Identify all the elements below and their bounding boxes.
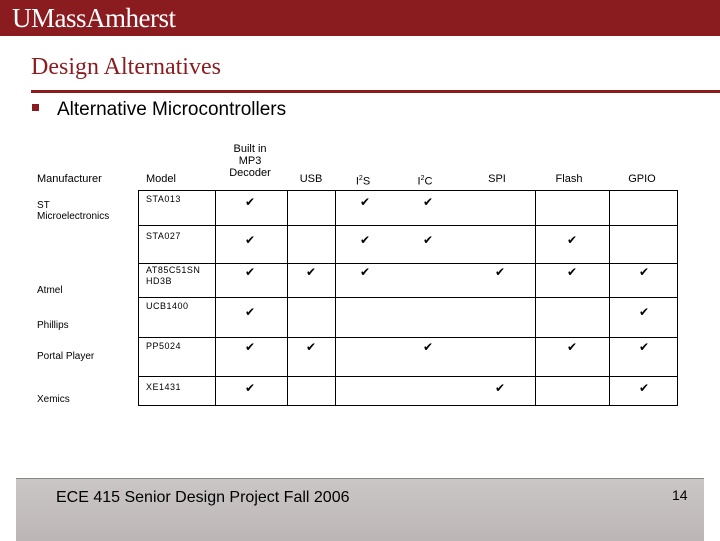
check-icon: ✔ <box>306 340 317 354</box>
header-i2c-sup: 2 <box>420 175 425 182</box>
bullet-text: Alternative Microcontrollers <box>57 99 287 120</box>
header-model: Model <box>146 173 176 185</box>
header-i2s-tail: S <box>362 175 371 188</box>
check-icon: ✔ <box>360 265 371 279</box>
header-i2c-base: I <box>417 175 421 188</box>
header-i2c <box>402 173 448 188</box>
grid-line <box>215 191 216 405</box>
check-icon: ✔ <box>306 265 317 279</box>
header-usb: USB <box>299 173 323 185</box>
manufacturer-st-line1: ST <box>37 200 50 211</box>
model-ucb1400: UCB1400 <box>146 301 189 311</box>
model-at85c51sn-line1: AT85C51SN <box>146 265 201 275</box>
header-gpio: GPIO <box>628 173 656 185</box>
check-icon: ✔ <box>423 195 434 209</box>
check-icon: ✔ <box>245 381 256 395</box>
header-mp3-decoder <box>214 143 286 179</box>
manufacturer-atmel: Atmel <box>37 285 63 296</box>
check-icon: ✔ <box>639 265 650 279</box>
title-divider <box>31 90 720 93</box>
grid-line <box>139 263 677 264</box>
check-icon: ✔ <box>423 340 434 354</box>
footer-course-text: ECE 415 Senior Design Project Fall 2006 <box>56 489 350 506</box>
model-at85c51sn <box>146 265 200 287</box>
header-mp3-line2: MP3 <box>238 155 262 167</box>
check-icon: ✔ <box>639 381 650 395</box>
check-icon: ✔ <box>567 265 578 279</box>
grid-line <box>139 225 677 226</box>
grid-line <box>287 191 288 405</box>
model-at85c51sn-line2: HD3B <box>146 276 173 286</box>
grid-line <box>535 191 536 405</box>
header-manufacturer: Manufacturer <box>37 173 102 185</box>
check-icon: ✔ <box>245 305 256 319</box>
grid-line <box>139 376 677 377</box>
check-icon: ✔ <box>360 195 371 209</box>
model-xe1431: XE1431 <box>146 382 182 392</box>
grid-line <box>609 191 610 405</box>
header-i2s <box>340 173 386 188</box>
check-icon: ✔ <box>567 340 578 354</box>
grid-line <box>139 337 677 338</box>
model-sta013: STA013 <box>146 194 181 204</box>
header-i2s-sup: 2 <box>358 175 363 182</box>
header-mp3-line1: Built in <box>233 143 267 155</box>
feature-table <box>138 190 678 406</box>
header-flash: Flash <box>555 173 583 185</box>
header-i2c-tail: C <box>424 175 433 188</box>
check-icon: ✔ <box>639 340 650 354</box>
check-icon: ✔ <box>567 233 578 247</box>
header-mp3-line3: Decoder <box>229 167 271 179</box>
manufacturer-st-line2: Microelectronics <box>37 211 110 222</box>
header-bar <box>0 0 720 36</box>
header-spi: SPI <box>488 173 506 185</box>
slide-title: Design Alternatives <box>31 54 221 80</box>
manufacturer-st <box>37 200 109 222</box>
check-icon: ✔ <box>423 233 434 247</box>
grid-line <box>335 191 336 405</box>
footer-bar <box>16 478 704 541</box>
check-icon: ✔ <box>245 340 256 354</box>
manufacturer-xemics: Xemics <box>37 394 70 405</box>
manufacturer-portal-player: Portal Player <box>37 351 95 362</box>
square-bullet-icon <box>32 104 39 111</box>
model-sta027: STA027 <box>146 231 181 241</box>
bullet-item <box>32 99 286 121</box>
grid-line <box>139 297 677 298</box>
page-number: 14 <box>672 487 688 503</box>
model-pp5024: PP5024 <box>146 341 182 351</box>
check-icon: ✔ <box>245 265 256 279</box>
check-icon: ✔ <box>639 305 650 319</box>
check-icon: ✔ <box>495 265 506 279</box>
header-i2s-base: I <box>355 175 359 188</box>
check-icon: ✔ <box>245 195 256 209</box>
check-icon: ✔ <box>360 233 371 247</box>
check-icon: ✔ <box>245 233 256 247</box>
umass-amherst-logo: UMassAmherst <box>12 3 176 33</box>
manufacturer-phillips: Phillips <box>37 320 69 331</box>
check-icon: ✔ <box>495 381 506 395</box>
